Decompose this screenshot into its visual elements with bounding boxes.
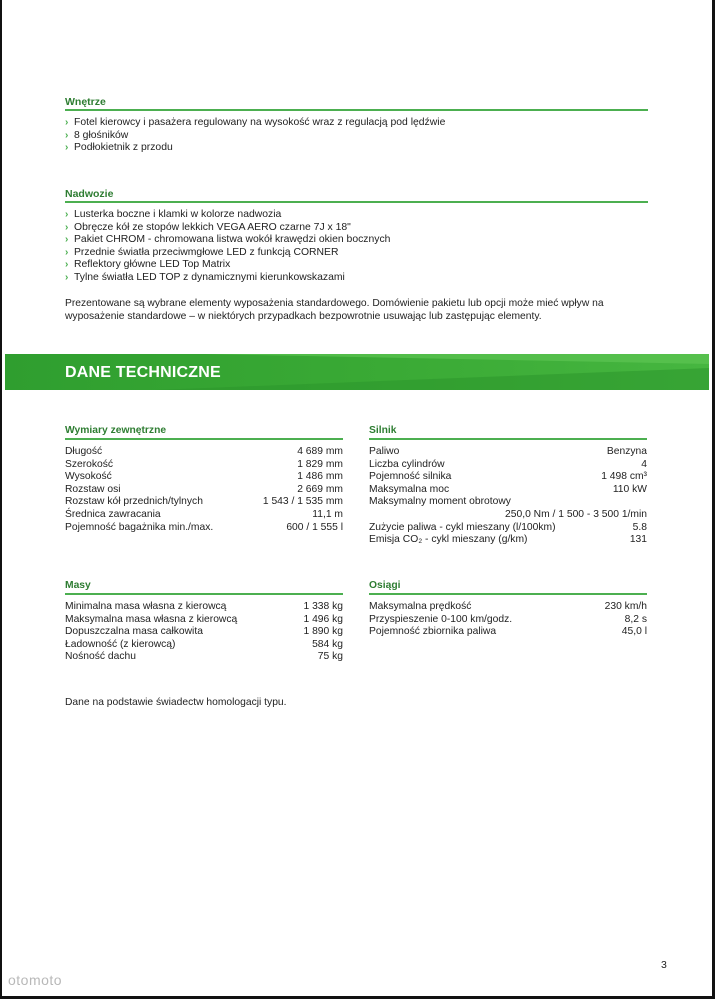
- chevron-right-icon: ›: [65, 259, 69, 270]
- section-title: Osiągi: [369, 580, 401, 591]
- table-row: Szerokość 1 829 mm: [65, 458, 343, 470]
- section-title: Wnętrze: [65, 96, 106, 108]
- list-item: › Pakiet CHROM - chromowana listwa wokół krawędzi okien bocznych: [65, 234, 391, 245]
- section-title: Silnik: [369, 425, 397, 436]
- chevron-right-icon: ›: [65, 209, 69, 220]
- table-row: Maksymalna masa własna z kierowcą 1 496 kg: [65, 613, 343, 625]
- table-row: Paliwo Benzyna: [369, 446, 647, 457]
- section-wnetrze: [65, 95, 648, 155]
- chevron-right-icon: ›: [65, 234, 69, 245]
- table-row: Przyspieszenie 0-100 km/godz. 8,2 s: [369, 613, 647, 625]
- section-rule: [369, 593, 647, 595]
- equipment-note: Prezentowane są wybrane elementy wyposażenia standardowego. Domówienie pakietu lub opcji może mieć wpływ na wyposażenie standardowe – w niektórych przypadkach bezpowrotnie usuwając lub zastępując elementy.: [65, 298, 604, 322]
- table-row-label: Maksymalny moment obrotowy: [369, 496, 511, 508]
- banner-title: DANE TECHNICZNE: [65, 364, 221, 381]
- table-row: Zużycie paliwa - cykl mieszany (l/100km) 5.8: [369, 521, 647, 533]
- section-wymiary: [65, 424, 343, 534]
- section-title: Masy: [65, 580, 91, 591]
- list-item: › Obręcze kół ze stopów lekkich VEGA AERO czarne 7J x 18": [65, 221, 351, 233]
- chevron-right-icon: ›: [65, 117, 69, 128]
- table-row: Minimalna masa własna z kierowcą 1 338 kg: [65, 601, 343, 612]
- homologation-footnote: Dane na podstawie świadectw homologacji typu.: [65, 697, 287, 708]
- chevron-right-icon: ›: [65, 271, 69, 283]
- watermark: otomoto: [8, 972, 63, 988]
- page-number: 3: [661, 959, 667, 971]
- table-row: Długość 4 689 mm: [65, 446, 343, 457]
- section-rule: [65, 438, 343, 440]
- table-row: Pojemność silnika 1 498 cm³: [369, 471, 647, 483]
- section-rule: [369, 438, 647, 440]
- section-rule: [65, 109, 648, 111]
- chevron-right-icon: ›: [65, 221, 69, 233]
- table-row: Emisja CO₂ - cykl mieszany (g/km) 131: [369, 534, 647, 546]
- section-silnik: [369, 424, 647, 547]
- table-row: Średnica zawracania 11,1 m: [65, 508, 343, 520]
- table-row: Nośność dachu 75 kg: [65, 651, 343, 663]
- table-row: Ładowność (z kierowcą) 584 kg: [65, 638, 343, 650]
- section-osiagi: [369, 579, 647, 639]
- chevron-right-icon: ›: [65, 129, 69, 141]
- table-row-value: 250,0 Nm / 1 500 - 3 500 1/min: [505, 508, 647, 520]
- list-item: › Reflektory główne LED Top Matrix: [65, 259, 231, 270]
- table-row: Rozstaw osi 2 669 mm: [65, 483, 343, 495]
- section-title: Wymiary zewnętrzne: [65, 425, 167, 436]
- list-item: › Przednie światła przeciwmgłowe LED z funkcją CORNER: [65, 246, 339, 258]
- table-row: Liczba cylindrów 4: [369, 458, 647, 470]
- list-item: › 8 głośników: [65, 129, 129, 141]
- list-item: › Lusterka boczne i klamki w kolorze nadwozia: [65, 209, 282, 220]
- section-rule: [65, 593, 343, 595]
- section-rule: [65, 201, 648, 203]
- table-row: Pojemność bagażnika min./max. 600 / 1 555 l: [65, 521, 343, 533]
- chevron-right-icon: ›: [65, 142, 69, 153]
- section-title: Nadwozie: [65, 188, 114, 200]
- list-item: › Podłokietnik z przodu: [65, 142, 173, 153]
- table-row: Rozstaw kół przednich/tylnych 1 543 / 1 535 mm: [65, 496, 343, 508]
- table-row: Maksymalna prędkość 230 km/h: [369, 601, 647, 612]
- section-masy: [65, 579, 343, 664]
- list-item: › Fotel kierowcy i pasażera regulowany na wysokość wraz z regulacją pod lędźwie: [65, 117, 446, 128]
- table-row: Maksymalna moc 110 kW: [369, 483, 647, 495]
- table-row: Dopuszczalna masa całkowita 1 890 kg: [65, 626, 343, 638]
- chevron-right-icon: ›: [65, 246, 69, 258]
- section-nadwozie: [65, 187, 648, 284]
- page-edge-left: [0, 0, 2, 999]
- table-row: Wysokość 1 486 mm: [65, 471, 343, 483]
- table-row: Pojemność zbiornika paliwa 45,0 l: [369, 626, 647, 638]
- list-item: › Tylne światła LED TOP z dynamicznymi kierunkowskazami: [65, 271, 345, 283]
